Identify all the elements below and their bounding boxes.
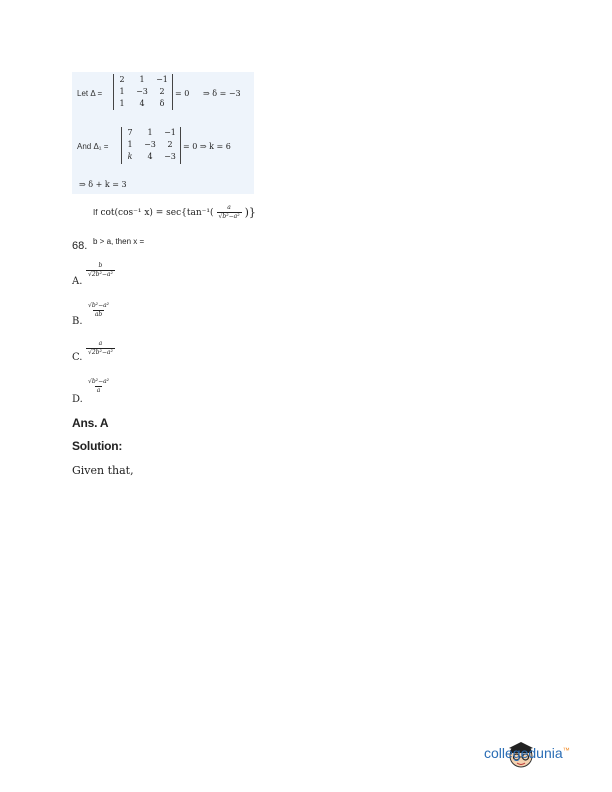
- det2-cell: 7: [127, 128, 133, 137]
- det1-cell: 2: [159, 87, 165, 96]
- equation-fraction: [217, 204, 242, 221]
- det2-cell: 2: [167, 140, 173, 149]
- det2-cell: 1: [127, 140, 133, 149]
- option-d-num: √b²−a²: [88, 378, 110, 385]
- option-a-den: √2b²−a²: [88, 271, 113, 278]
- question-number: 68.: [72, 240, 88, 252]
- det2-cell: −1: [164, 128, 176, 137]
- logo-trademark: ™: [562, 747, 570, 755]
- det1-cell: 1: [139, 75, 145, 84]
- equation-lead: If: [93, 208, 98, 217]
- det1-cell: δ: [159, 99, 165, 108]
- option-c-letter: C.: [72, 352, 83, 363]
- det1-cell: −1: [156, 75, 168, 84]
- option-c-fraction[interactable]: [86, 340, 115, 357]
- option-c-den: √2b²−a²: [88, 349, 113, 356]
- sum-line: ⇒ δ + k = 3: [79, 180, 127, 189]
- det1-result: = 0: [175, 89, 190, 98]
- option-c-num: a: [98, 340, 103, 347]
- option-a-fraction[interactable]: [86, 262, 115, 279]
- equation-expression: cot(cos⁻¹ x) = sec{tan⁻¹(: [100, 207, 214, 218]
- answer-label: Ans. A: [72, 416, 109, 430]
- det2-result: = 0 ⇒ k = 6: [183, 142, 231, 151]
- det2-cell: −3: [164, 152, 176, 161]
- det1-cell: 1: [119, 87, 125, 96]
- det2-prefix: And Δ₁ =: [77, 142, 109, 151]
- det2-cell: 4: [147, 152, 153, 161]
- det1-cell: −3: [136, 87, 148, 96]
- det2-cell: k: [127, 152, 133, 161]
- solution-label: Solution:: [72, 439, 123, 453]
- det1-conclusion: ⇒ δ = −3: [203, 89, 241, 98]
- option-a-num: b: [98, 262, 103, 269]
- given-text: Given that,: [72, 464, 134, 477]
- option-b-letter: B.: [72, 316, 83, 327]
- option-d-fraction[interactable]: [86, 378, 111, 395]
- equation-tail: )}: [244, 206, 256, 219]
- equation-frac-den: √b²−a²: [218, 213, 240, 220]
- option-b-num: √b²−a²: [88, 302, 110, 309]
- option-b-fraction[interactable]: [86, 302, 111, 319]
- equation-line: [93, 204, 256, 221]
- option-d-den: a: [96, 387, 101, 394]
- option-a-letter: A.: [72, 276, 83, 287]
- det1-cell: 2: [119, 75, 125, 84]
- det1-matrix: [113, 74, 173, 110]
- det2-cell: −3: [144, 140, 156, 149]
- question-condition: b > a, then x =: [93, 237, 145, 246]
- collegedunia-logo-text: [484, 745, 570, 761]
- logo-word: collegedunia: [484, 745, 563, 761]
- det2-matrix: [121, 127, 181, 164]
- det1-cell: 4: [139, 99, 145, 108]
- equation-frac-num: a: [227, 204, 231, 211]
- det1-prefix: Let Δ =: [77, 89, 103, 98]
- option-d-letter: D.: [72, 394, 83, 405]
- option-b-den: ab: [94, 311, 103, 318]
- det2-cell: 1: [147, 128, 153, 137]
- det1-cell: 1: [119, 99, 125, 108]
